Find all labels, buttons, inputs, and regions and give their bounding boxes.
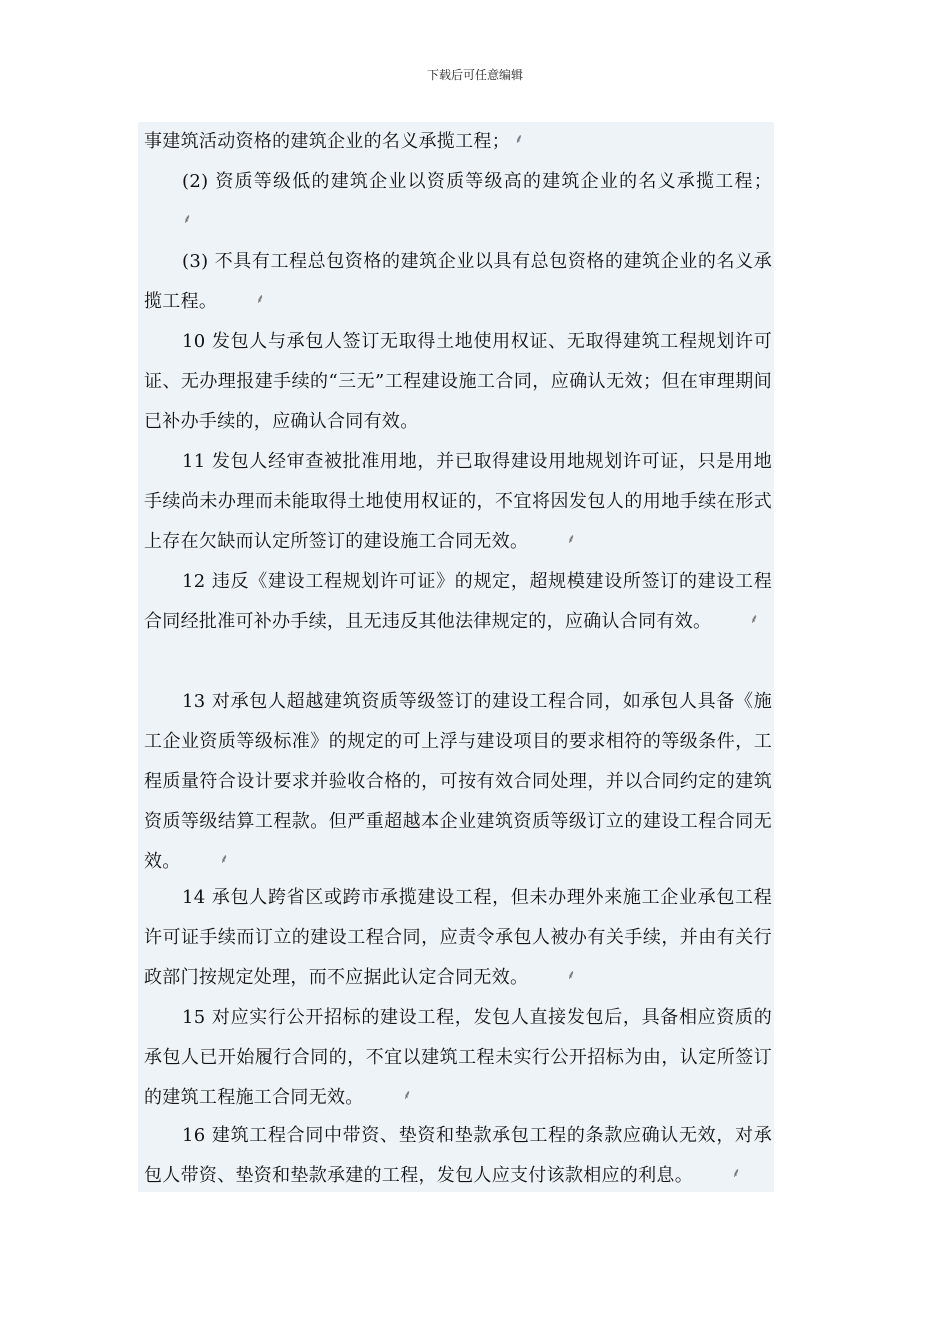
article-12 <box>144 562 772 642</box>
paragraph-text: (2) 资质等级低的建筑企业以资质等级高的建筑企业的名义承揽工程； <box>182 171 772 192</box>
paragraph-text: 12 违反《建设工程规划许可证》的规定，超规模建设所签订的建设工程合同经批准可补办手续，且无违反其他法律规定的，应确认合同有效。 <box>144 571 772 632</box>
paragraph-text: 15 对应实行公开招标的建设工程，发包人直接发包后，具备相应资质的承包人已开始履行合同的，不宜以建筑工程未实行公开招标为由，认定所签订的建筑工程施工合同无效。 <box>144 1007 772 1108</box>
document-body <box>138 122 774 1192</box>
paragraph-text: 14 承包人跨省区或跨市承揽建设工程，但未办理外来施工企业承包工程许可证手续而订立的建设工程合同，应责令承包人被办有关手续，并由有关行政部门按规定处理，而不应据此认定合同无效。 <box>144 887 772 988</box>
paragraph-text: 11 发包人经审查被批准用地，并已取得建设用地规划许可证，只是用地手续尚未办理而未能取得土地使用权证的，不宜将因发包人的用地手续在形式上存在欠缺而认定所签订的建设施工合同无效。 <box>144 451 772 552</box>
paragraph-mark-icon: ⸙ <box>256 292 265 307</box>
paragraph-text: (3) 不具有工程总包资格的建筑企业以具有总包资格的建筑企业的名义承揽工程。 <box>144 251 772 312</box>
paragraph-mark-icon: ⸙ <box>732 1166 741 1181</box>
article-15 <box>144 998 772 1118</box>
clause-2 <box>144 162 772 242</box>
article-16 <box>144 1116 772 1196</box>
paragraph-text: 16 建筑工程合同中带资、垫资和垫款承包工程的条款应确认无效，对承包人带资、垫资和垫款承建的工程，发包人应支付该款相应的利息。 <box>144 1125 772 1186</box>
clause-3 <box>144 242 772 322</box>
paragraph-mark-icon: ⸙ <box>219 852 228 867</box>
paragraph-mark-icon: ⸙ <box>515 132 524 147</box>
paragraph-text: 事建筑活动资格的建筑企业的名义承揽工程； <box>144 131 510 152</box>
article-11 <box>144 442 772 562</box>
paragraph-mark-icon: ⸙ <box>567 968 576 983</box>
page-header: 下载后可任意编辑 <box>426 68 523 82</box>
paragraph-mark-icon: ⸙ <box>567 532 576 547</box>
paragraph-text: 13 对承包人超越建筑资质等级签订的建设工程合同，如承包人具备《施工企业资质等级标准》的规定的可上浮与建设项目的要求相符的等级条件，工程质量符合设计要求并验收合格的，可按有效合同处理，并以合同约定的建筑资质等级结算工程款。但严重超越本企业建筑资质等级订立的建设工程合同无效。 <box>144 691 772 872</box>
paragraph-mark-icon: ⸙ <box>750 612 759 627</box>
article-13 <box>144 682 772 882</box>
article-10 <box>144 322 772 442</box>
article-14 <box>144 878 772 998</box>
paragraph-text: 10 发包人与承包人签订无取得土地使用权证、无取得建筑工程规划许可证、无办理报建手续的“三无”工程建设施工合同，应确认无效；但在审理期间已补办手续的，应确认合同有效。 <box>144 331 772 432</box>
paragraph-mark-icon: ⸙ <box>402 1088 411 1103</box>
paragraph-mark-icon: ⸙ <box>183 212 192 227</box>
paragraph-continuation <box>144 122 772 162</box>
